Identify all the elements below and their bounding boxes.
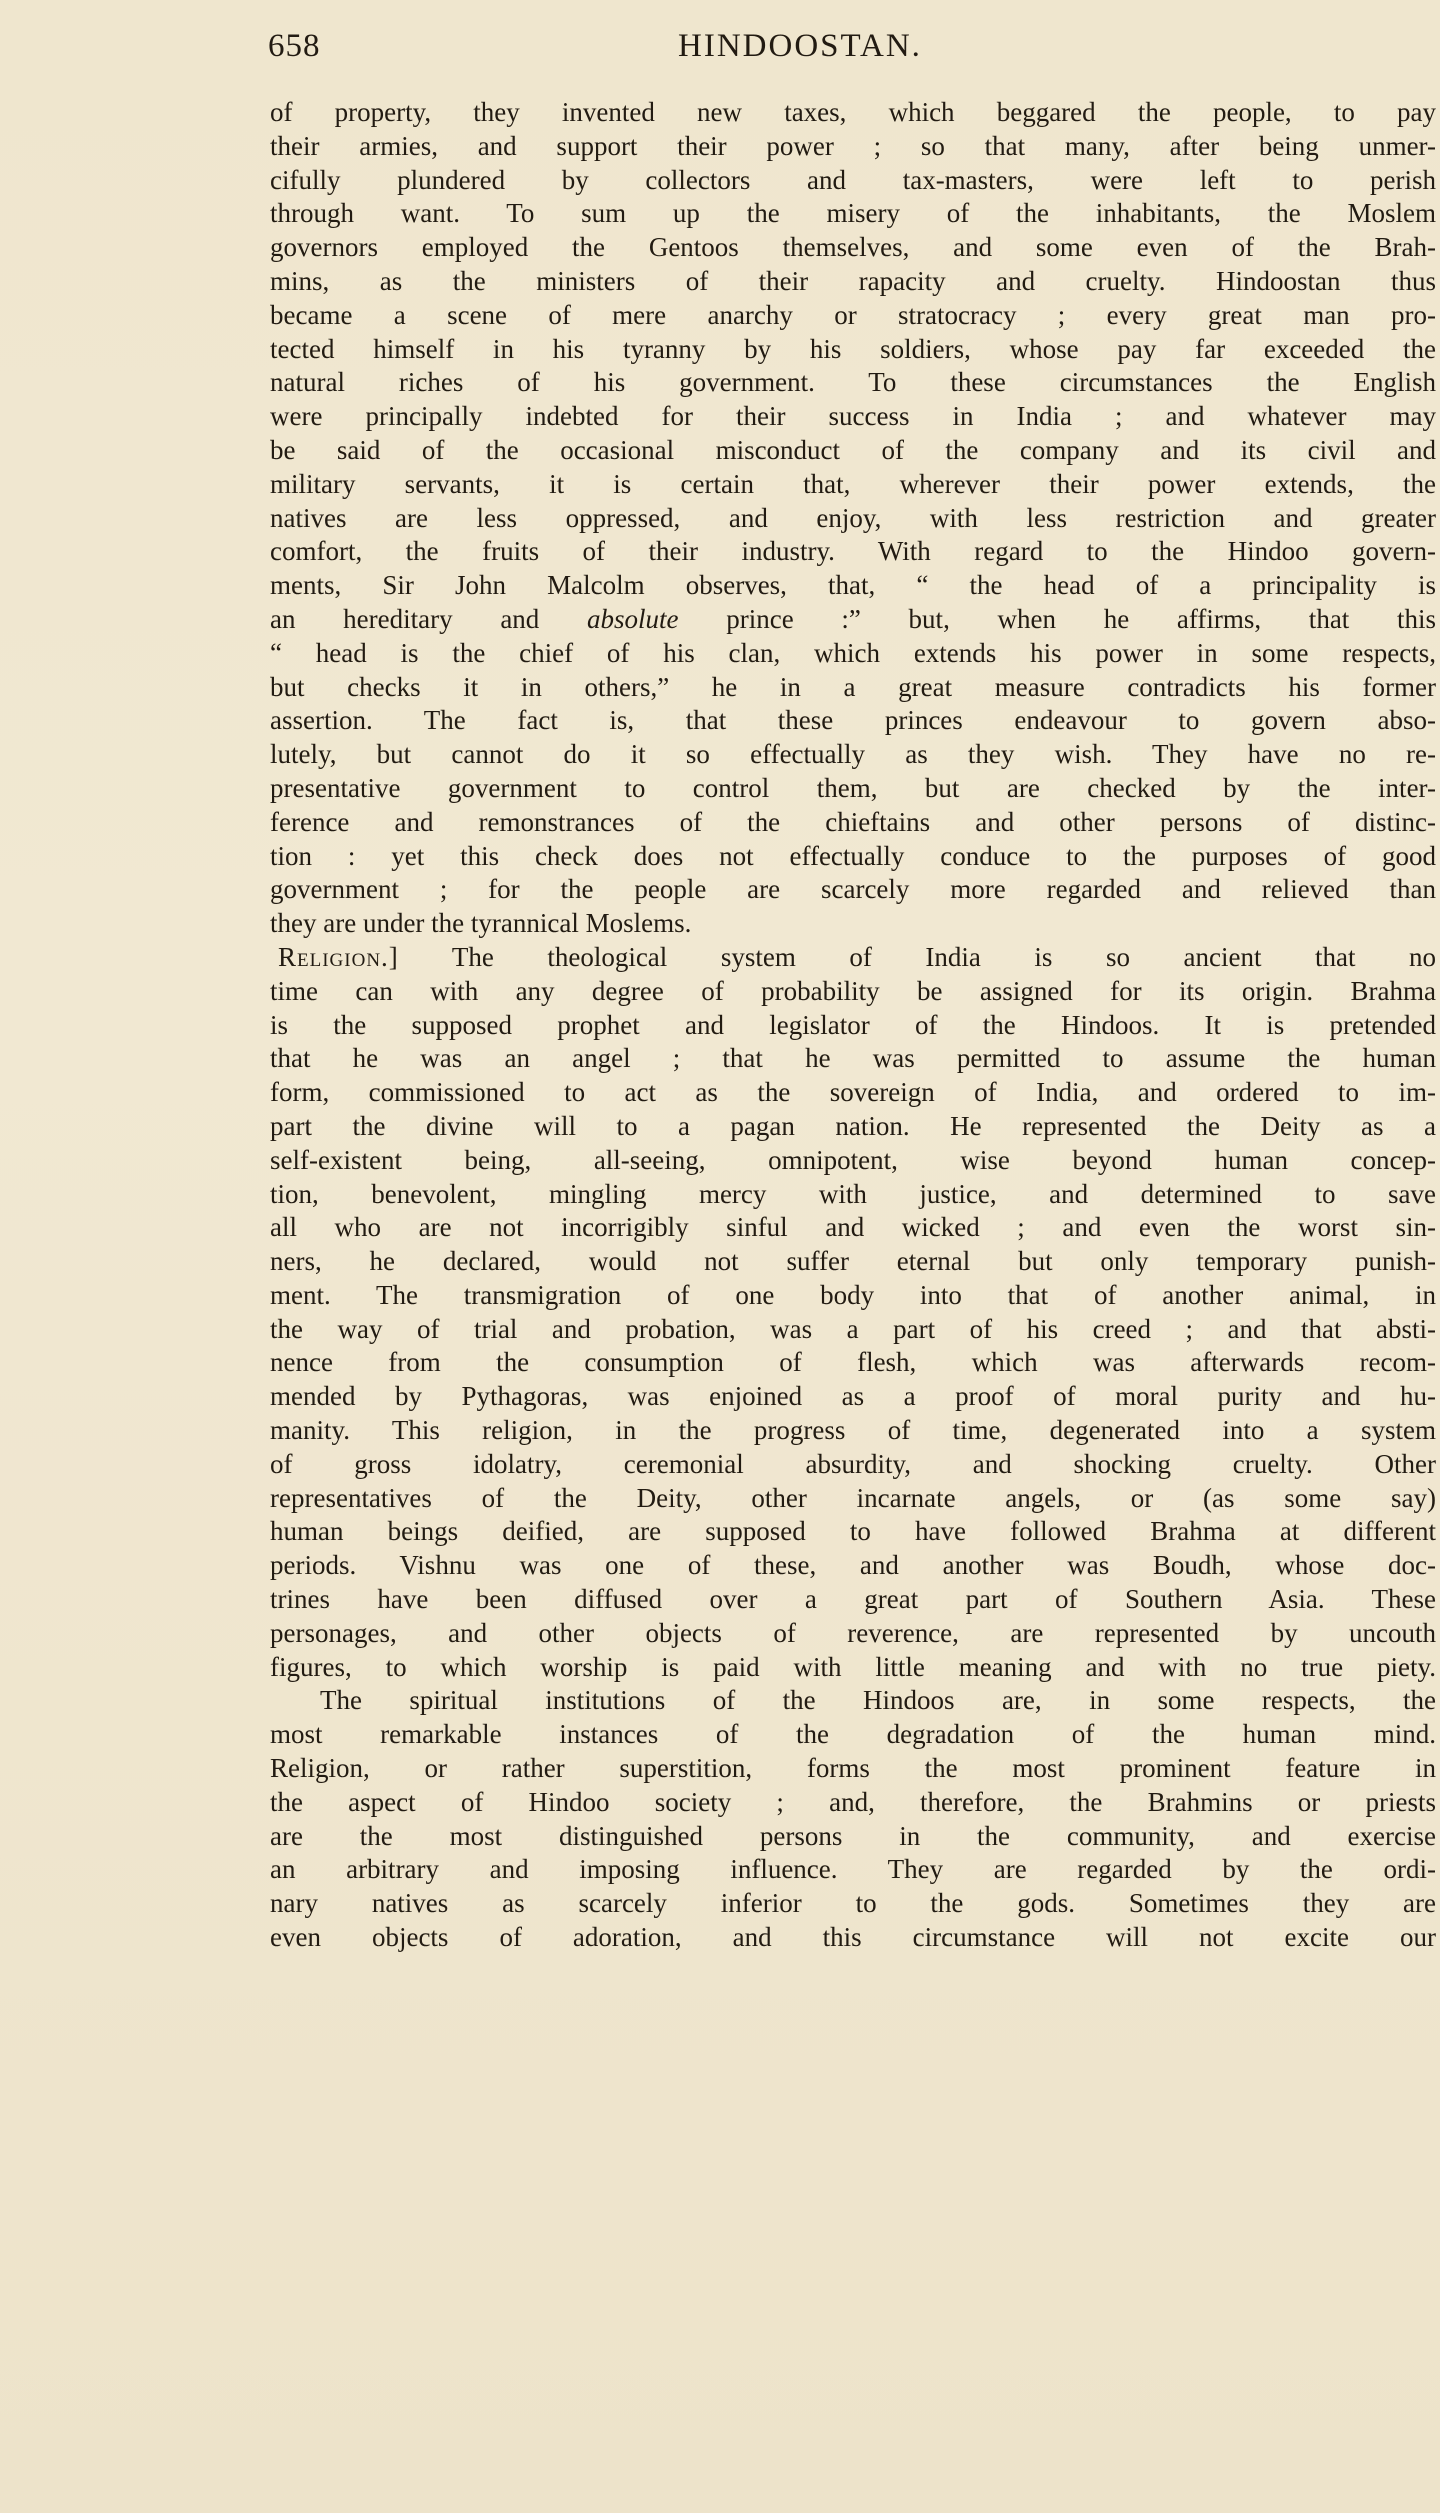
italic-word: absolute — [587, 603, 679, 634]
body-text — [270, 96, 1436, 1955]
text-line: cifully plundered by collectors and tax-masters, were left to perish — [270, 164, 1436, 195]
text-line: form, commissioned to act as the sovereign of India, and ordered to im- — [270, 1077, 1436, 1108]
text-line: lutely, but cannot do it so effectually as they wish. They have no re- — [270, 739, 1436, 770]
text-line: manity. This religion, in the progress of time, degenerated into a system — [270, 1415, 1436, 1446]
running-head — [0, 28, 1440, 88]
text-line: trines have been diffused over a great part of Southern Asia. These — [270, 1584, 1436, 1615]
text-line: time can with any degree of probability be assigned for its origin. Brahma — [270, 975, 1436, 1006]
text-line: human beings deified, are supposed to have followed Brahma at different — [270, 1516, 1436, 1547]
text-line: figures, to which worship is paid with little meaning and with no true piety. — [270, 1651, 1436, 1682]
text-line: the way of trial and probation, was a part of his creed ; and that absti- — [270, 1313, 1436, 1344]
text-line: military servants, it is certain that, wherever their power extends, the — [270, 468, 1436, 499]
text-line: “ head is the chief of his clan, which extends his power in some respects, — [270, 637, 1436, 668]
text-line: most remarkable instances of the degradation of the human mind. — [270, 1719, 1436, 1750]
text-line: were principally indebted for their success in India ; and whatever may — [270, 401, 1436, 432]
text-line: comfort, the fruits of their industry. With regard to the Hindoo govern- — [270, 536, 1436, 567]
text-line: government ; for the people are scarcely more regarded and relieved than — [270, 874, 1436, 905]
text-line: The spiritual institutions of the Hindoos are, in some respects, the — [320, 1685, 1436, 1716]
running-title: HINDOOSTAN. — [678, 28, 922, 64]
text-line: all who are not incorrigibly sinful and wicked ; and even the worst sin- — [270, 1212, 1436, 1243]
text-line: are the most distinguished persons in the community, and exercise — [270, 1820, 1436, 1851]
text-line: mins, as the ministers of their rapacity and cruelty. Hindoostan thus — [270, 265, 1436, 296]
text-line: assertion. The fact is, that these princes endeavour to govern abso- — [270, 705, 1436, 736]
text-line: nary natives as scarcely inferior to the gods. Sometimes they are — [270, 1888, 1436, 1919]
text-line: that he was an angel ; that he was permitted to assume the human — [270, 1043, 1436, 1074]
text-line: even objects of adoration, and this circumstance will not excite our — [270, 1922, 1436, 1953]
text-line: of property, they invented new taxes, which beggared the people, to pay — [270, 97, 1436, 127]
text-line: ference and remonstrances of the chieftains and other persons of distinc- — [270, 806, 1436, 837]
text-line-absolute — [270, 603, 1436, 637]
page-number: 658 — [268, 28, 321, 64]
text-line: part the divine will to a pagan nation. He represented the Deity as a — [270, 1110, 1436, 1141]
text-line: they are under the tyrannical Moslems. — [270, 908, 692, 939]
text-line: tected himself in his tyranny by his soldiers, whose pay far exceeded the — [270, 333, 1436, 364]
religion-first-line — [270, 941, 1436, 975]
text-line: nence from the consumption of flesh, which was afterwards recom- — [270, 1347, 1436, 1378]
text-line: governors employed the Gentoos themselves, and some even of the Brah- — [270, 232, 1436, 263]
text-line: an arbitrary and imposing influence. They are regarded by the ordi- — [270, 1854, 1436, 1885]
text-line: be said of the occasional misconduct of the company and its civil and — [270, 434, 1436, 465]
text-line: personages, and other objects of reverence, are represented by uncouth — [270, 1617, 1436, 1648]
text-line: mended by Pythagoras, was enjoined as a proof of moral purity and hu- — [270, 1381, 1436, 1412]
section-heading-religion: Religion.] — [278, 941, 399, 972]
text-line: natives are less oppressed, and enjoy, with less restriction and greater — [270, 502, 1436, 533]
text-line: through want. To sum up the misery of the inhabitants, the Moslem — [270, 198, 1436, 229]
text-line: ment. The transmigration of one body into that of another animal, in — [270, 1279, 1436, 1310]
text-line: ments, Sir John Malcolm observes, that, “ the head of a principality is — [270, 570, 1436, 601]
text-line: presentative government to control them, but are checked by the inter- — [270, 772, 1436, 803]
text-line: the aspect of Hindoo society ; and, therefore, the Brahmins or priests — [270, 1786, 1436, 1817]
text-line: Religion, or rather superstition, forms the most prominent feature in — [270, 1753, 1436, 1784]
text-line: tion : yet this check does not effectually conduce to the purposes of good — [270, 840, 1436, 871]
text-line: of gross idolatry, ceremonial absurdity, and shocking cruelty. Other — [270, 1448, 1436, 1479]
text-run: prince :” but, when he affirms, that this — [678, 603, 1436, 634]
text-line: periods. Vishnu was one of these, and another was Boudh, whose doc- — [270, 1550, 1436, 1581]
text-line: ners, he declared, would not suffer eternal but only temporary punish- — [270, 1246, 1436, 1277]
text-line: their armies, and support their power ; so that many, after being unmer- — [270, 130, 1436, 161]
text-line: but checks it in others,” he in a great measure contradicts his former — [270, 671, 1436, 702]
text-line: became a scene of mere anarchy or stratocracy ; every great man pro- — [270, 299, 1436, 330]
text-line: representatives of the Deity, other incarnate angels, or (as some say) — [270, 1482, 1436, 1513]
text-run: an hereditary and — [270, 603, 588, 634]
text-line: tion, benevolent, mingling mercy with justice, and determined to save — [270, 1178, 1436, 1209]
text-line: self-existent being, all-seeing, omnipotent, wise beyond human concep- — [270, 1144, 1436, 1175]
text-run: The theological system of India is so ancient that no — [398, 941, 1436, 972]
text-line: natural riches of his government. To these circumstances the English — [270, 367, 1436, 398]
text-line: is the supposed prophet and legislator of the Hindoos. It is pretended — [270, 1009, 1436, 1040]
